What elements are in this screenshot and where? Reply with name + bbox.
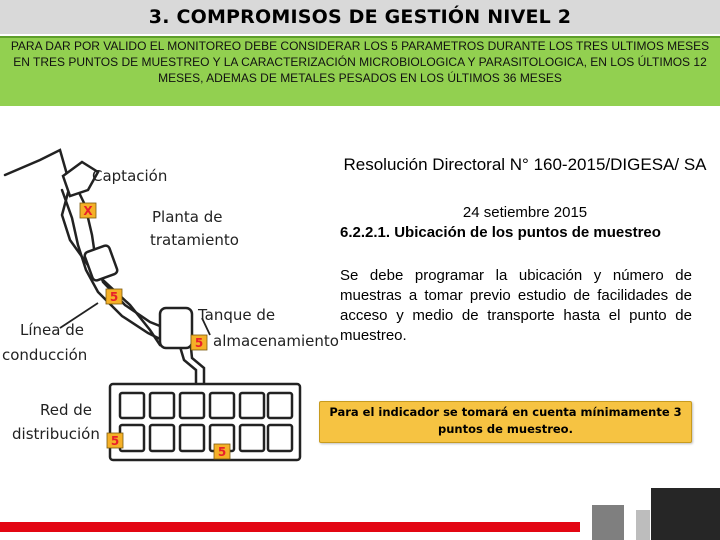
grid-cell: [240, 393, 264, 418]
label-tanque-2: almacenamiento: [213, 332, 339, 350]
resolution-heading: 6.2.2.1. Ubicación de los puntos de muestreo: [340, 224, 661, 241]
grid-cell: [150, 425, 174, 451]
label-linea-2: conducción: [2, 346, 88, 364]
footer-square-dark: [651, 488, 720, 540]
grid-cell: [210, 393, 234, 418]
diagram-svg: [0, 130, 350, 475]
label-tanque-1: Tanque de: [198, 306, 276, 324]
marker-conduccion: 5: [109, 290, 119, 304]
note-text: Para el indicador se tomará en cuenta mínimamente 3 puntos de muestreo.: [329, 405, 682, 436]
footer-square-gray: [592, 505, 624, 540]
grid-cell: [268, 393, 292, 418]
resolution-title: Resolución Directoral N° 160-2015/DIGESA/ SA: [343, 155, 707, 174]
label-planta-2: tratamiento: [150, 231, 239, 249]
footer-accent-bar: [0, 522, 580, 532]
grid-cell: [180, 393, 204, 418]
label-captacion: Captación: [92, 167, 168, 185]
marker-red-left: 5: [110, 434, 120, 448]
tanque-structure: [160, 308, 192, 348]
label-red-2: distribución: [12, 425, 100, 443]
marker-tanque: 5: [194, 336, 204, 350]
resolution-body: Se debe programar la ubicación y número de muestras a tomar previo estudio de facilidades de acceso y medio de transporte hasta el punto de muestreo.: [340, 267, 692, 344]
label-red-1: Red de: [40, 401, 93, 419]
resolution-date: 24 setiembre 2015: [462, 204, 588, 221]
label-planta-1: Planta de: [152, 208, 223, 226]
requirements-text: PARA DAR POR VALIDO EL MONITOREO DEBE CONSIDERAR LOS 5 PARAMETROS DURANTE LOS TRES ULTIMOS MESES EN TRES PUNTOS DE MUESTREO Y LA CARACTERIZACIÓN MICROBIOLOGICA Y PARASITOLOGICA, EN LOS ÚLTIMOS 12 MESES, ADEMAS DE METALES PESADOS EN LOS ÚLTIMOS 36 MESES: [10, 39, 710, 85]
label-linea-1: Línea de: [20, 321, 84, 339]
grid-cell: [120, 393, 144, 418]
grid-cell: [150, 393, 174, 418]
footer-square-light: [636, 510, 650, 540]
marker-red-right: 5: [217, 445, 227, 459]
grid-cell: [240, 425, 264, 451]
distribution-grid: [110, 384, 300, 460]
grid-cell: [268, 425, 292, 451]
marker-captacion: X: [83, 204, 93, 218]
grid-cell: [180, 425, 204, 451]
water-system-diagram: [0, 130, 350, 475]
page-title: 3. COMPROMISOS DE GESTIÓN NIVEL 2: [148, 6, 572, 28]
grid-cell: [120, 425, 144, 451]
